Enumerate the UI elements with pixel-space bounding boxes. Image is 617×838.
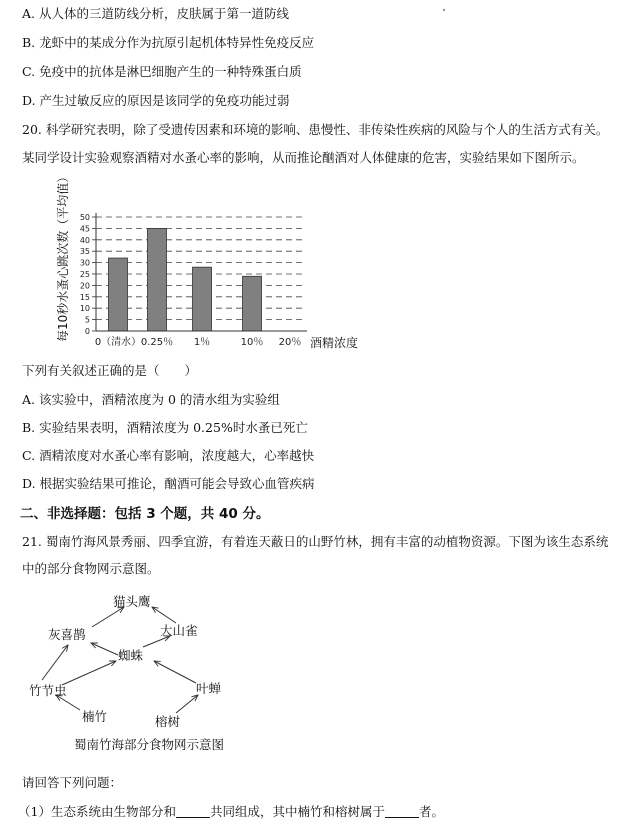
q19-option-a: A. 从人体的三道防线分析，皮肤属于第一道防线	[22, 6, 289, 21]
heart-rate-bar-chart	[40, 168, 380, 358]
y-tick-label: 15	[79, 292, 90, 302]
q21-prompt: 请回答下列问题：	[22, 775, 123, 790]
q21-subquestion-1	[18, 804, 444, 820]
q20-stem-line2: 某同学设计实验观察酒精对水蚤心率的影响，从而推论酗酒对人体健康的危害，实验结果如下图所示。	[22, 150, 585, 165]
y-tick-label: 45	[79, 224, 90, 234]
node-spider: 蜘蛛	[118, 648, 144, 663]
arrow-spider-magpie	[91, 643, 118, 655]
y-tick-label: 25	[79, 270, 90, 279]
q19-option-c: C. 免疫中的抗体是淋巴细胞产生的一种特殊蛋白质	[22, 64, 302, 79]
y-tick-label: 30	[79, 258, 90, 268]
q20-option-b: B. 实验结果表明，酒精浓度为 0.25%时水蚤已死亡	[22, 420, 308, 435]
answer-blank-2[interactable]	[385, 805, 419, 818]
y-tick-label: 0	[84, 327, 90, 336]
node-banyan: 榕树	[155, 714, 181, 729]
arrow-magpie-owl	[92, 607, 124, 627]
node-bamboo-insect: 竹节虫	[29, 683, 67, 698]
x-tick-label: 1％	[193, 337, 211, 348]
arrow-tit-owl	[152, 607, 176, 623]
chart-ylabel: 每10秒水蚤心跳次数（平均值）	[56, 170, 70, 342]
node-magpie: 灰喜鹊	[48, 627, 86, 642]
node-cicada: 叶蝉	[196, 681, 222, 696]
bar-3	[243, 276, 262, 331]
y-tick-label: 20	[79, 281, 90, 291]
q21-stem-line1: 21. 蜀南竹海风景秀丽、四季宜游，有着连天蔽日的山野竹林，拥有丰富的动植物资源。下图为该生态系统	[22, 534, 609, 549]
node-tit: 大山雀	[160, 623, 198, 638]
y-tick-label: 35	[79, 247, 90, 257]
q20-stem-line1: 20. 科学研究表明，除了受遗传因素和环境的影响、患慢性、非传染性疾病的风险与个人的生活方式有关。	[22, 122, 609, 137]
chart-xlabel: 酒精浓度	[310, 336, 359, 350]
arrow-bamboo-insect-spider	[62, 661, 116, 685]
q21-stem-line2: 中的部分食物网示意图。	[22, 561, 160, 576]
bar-0	[109, 258, 128, 331]
q21-sub1-part-a: （1）生态系统由生物部分和	[18, 804, 176, 819]
section2-title: 二、非选择题：包括 3 个题，共 40 分。	[20, 506, 270, 522]
x-tick-label: 10％	[240, 337, 264, 348]
q20-option-c: C. 酒精浓度对水蚤心率有影响，浓度越大，心率越快	[22, 448, 315, 463]
q20-option-a: A. 该实验中，酒精浓度为 0 的清水组为实验组	[22, 392, 280, 407]
q20-option-d: D. 根据实验结果可推论，酗酒可能会导致心血管疾病	[22, 476, 315, 491]
bar-2	[193, 267, 212, 331]
x-tick-label: 20％	[278, 337, 302, 348]
y-tick-label: 40	[79, 235, 90, 245]
q21-sub1-part-c: 者。	[418, 804, 444, 819]
x-tick-label: 0（清水）	[94, 337, 142, 348]
q19-option-d: D. 产生过敏反应的原因是该同学的免疫功能过弱	[22, 93, 290, 108]
q21-sub1-part-b: 共同组成，其中楠竹和榕树属于	[209, 804, 385, 819]
y-tick-label: 50	[79, 213, 90, 222]
answer-blank-1[interactable]	[176, 805, 210, 818]
y-tick-label: 10	[79, 304, 90, 314]
bar-1	[148, 228, 167, 331]
foodweb-caption: 蜀南竹海部分食物网示意图	[74, 737, 225, 752]
node-nan-bamboo: 楠竹	[82, 709, 108, 724]
node-owl: 猫头鹰	[113, 594, 151, 609]
q20-question: 下列有关叙述正确的是（ ）	[22, 363, 198, 378]
q19-option-b: B. 龙虾中的某成分作为抗原引起机体特异性免疫反应	[22, 35, 315, 50]
food-web-diagram	[0, 585, 300, 760]
arrow-banyan-cicada	[176, 695, 198, 713]
y-tick-label: 5	[84, 315, 90, 325]
arrow-cicada-spider	[154, 661, 196, 683]
arrow-bamboo-insect-magpie	[42, 645, 68, 680]
stray-dot	[443, 9, 445, 11]
x-tick-label: 0.25％	[140, 337, 174, 348]
